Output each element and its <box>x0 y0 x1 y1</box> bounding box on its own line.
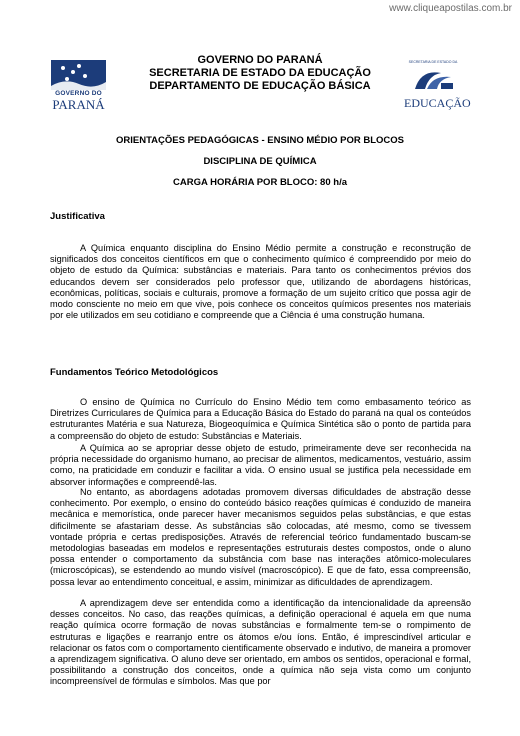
section-title-fundamentos: Fundamentos Teórico Metodológicos <box>50 367 219 378</box>
workload-title: CARGA HORÁRIA POR BLOCO: 80 h/a <box>172 177 347 188</box>
paragraph-justificativa: A Química enquanto disciplina do Ensino Médio permite a construção e reconstrução de significados dos conceitos científicos em que o conhecimento químico é compreendido por meio do objeto de estudo da Química: substâncias e materiais. Para tanto os conhecimentos prévios dos educandos devem ser considerados pelo professor que, utilizando de abordagens históricas, econômicas, políticas, sociais e culturais, promove a formação de um sujeito crítico que possa agir de modo consciente no meio em que vive, pois conhece os conceitos químicos presentes nos materiais por ele utilizados em seu cotidiano e compreende que a Ciência é uma construção humana. <box>50 243 471 321</box>
secretaria-educacao-logo <box>404 60 471 112</box>
education-emblem-icon <box>411 67 455 93</box>
star-icon <box>61 66 65 70</box>
main-title: ORIENTAÇÕES PEDAGÓGICAS - ENSINO MÉDIO POR BLOCOS <box>115 135 404 146</box>
logo-left-line2: PARANÁ <box>52 97 105 112</box>
logo-right-small-text: SECRETARIA DE ESTADO DA <box>408 60 458 64</box>
wave-icon <box>51 78 106 90</box>
paragraph-fundamentos-2: A Química ao se apropriar desse objeto de estudo, primeiramente deve ser reconhecida na própria necessidade do organismo humano, ao precisar de alimentos, medicamentos, vestuário, assim como, na praticidade em conduzir e facilitar a vida. O ensino usual se justifica pela necessidade em absorver informações e compreendê-las. <box>50 443 471 487</box>
heading-line-departamento: DEPARTAMENTO DE EDUCAÇÃO BÁSICA <box>149 80 371 92</box>
heading-line-governo: GOVERNO DO PARANÁ <box>197 54 323 66</box>
star-icon <box>77 64 81 68</box>
logo-stars-box <box>51 60 106 90</box>
logo-right-text: EDUCAÇÃO <box>404 96 471 110</box>
paragraph-fundamentos-1: O ensino de Química no Currículo do Ensino Médio tem como embasamento teórico as Diretrizes Curriculares de Química para a Educação Básica do Estado do paraná na qual os conteúdos estruturantes Matéria e sua Natureza, Biogeoquímica e Química Sintética são o ponto de partida para a compreensão do objeto de estudo: Substâncias e Materiais. <box>50 397 471 441</box>
institution-heading <box>110 54 410 93</box>
star-icon <box>71 70 75 74</box>
paragraph-fundamentos-4: A aprendizagem deve ser entendida como a identificação da intencionalidade da apreensão desses conceitos. No caso, das reações químicas, a definição operacional é aquela em que numa reação química ocorre formação de novas substâncias e formalmente tem-se o rompimento de estruturas e ligações e rearranjo entre os átomos e/ou íons. Então, é imprescindível articular e relacionar os fatos com o comportamento cientificamente observado e indutivo, de maneira a promover a aprendizagem significativa. O aluno deve ser orientado, em ambos os sentidos, operacional e formal, possibilitando a construção dos conceitos, onde a química não seja vista como um conjunto incompreensível de fórmulas e símbolos. Mas que por <box>50 598 471 687</box>
governo-parana-logo <box>51 60 106 112</box>
discipline-title: DISCIPLINA DE QUÍMICA <box>203 156 317 167</box>
section-title-justificativa: Justificativa <box>50 211 105 222</box>
document-header <box>0 54 520 114</box>
paragraph-fundamentos-3: No entanto, as abordagens adotadas promovem diversas dificuldades de abstração desse conhecimento. Por exemplo, o ensino do conteúdo básico reações químicas é conduzido de maneira mecânica e memorística, onde parecer haver mecanismos seguidos pelas substâncias, e que estas dificilmente se afastariam desse. As substâncias são colocadas, até mesmo, como se tivessem vontade própria e certas predisposições. Através de referencial teórico fundamentado buscam-se metodologias baseadas em modelos e representações estruturais destes compostos, onde o aluno possa entender o comportamento da substância com base nas interações atômico-moleculares (microscópicas), se estendendo ao mundo visível (macroscópico). E que de fato, essa compreensão, possa levar ao entendimento conceitual, e assim, minimizar as dificuldades de aprendizagem. <box>50 487 471 587</box>
logo-left-line1: GOVERNO DO <box>55 90 102 97</box>
watermark: www.cliqueapostilas.com.br <box>389 3 512 14</box>
heading-line-secretaria: SECRETARIA DE ESTADO DA EDUCAÇÃO <box>149 67 371 79</box>
